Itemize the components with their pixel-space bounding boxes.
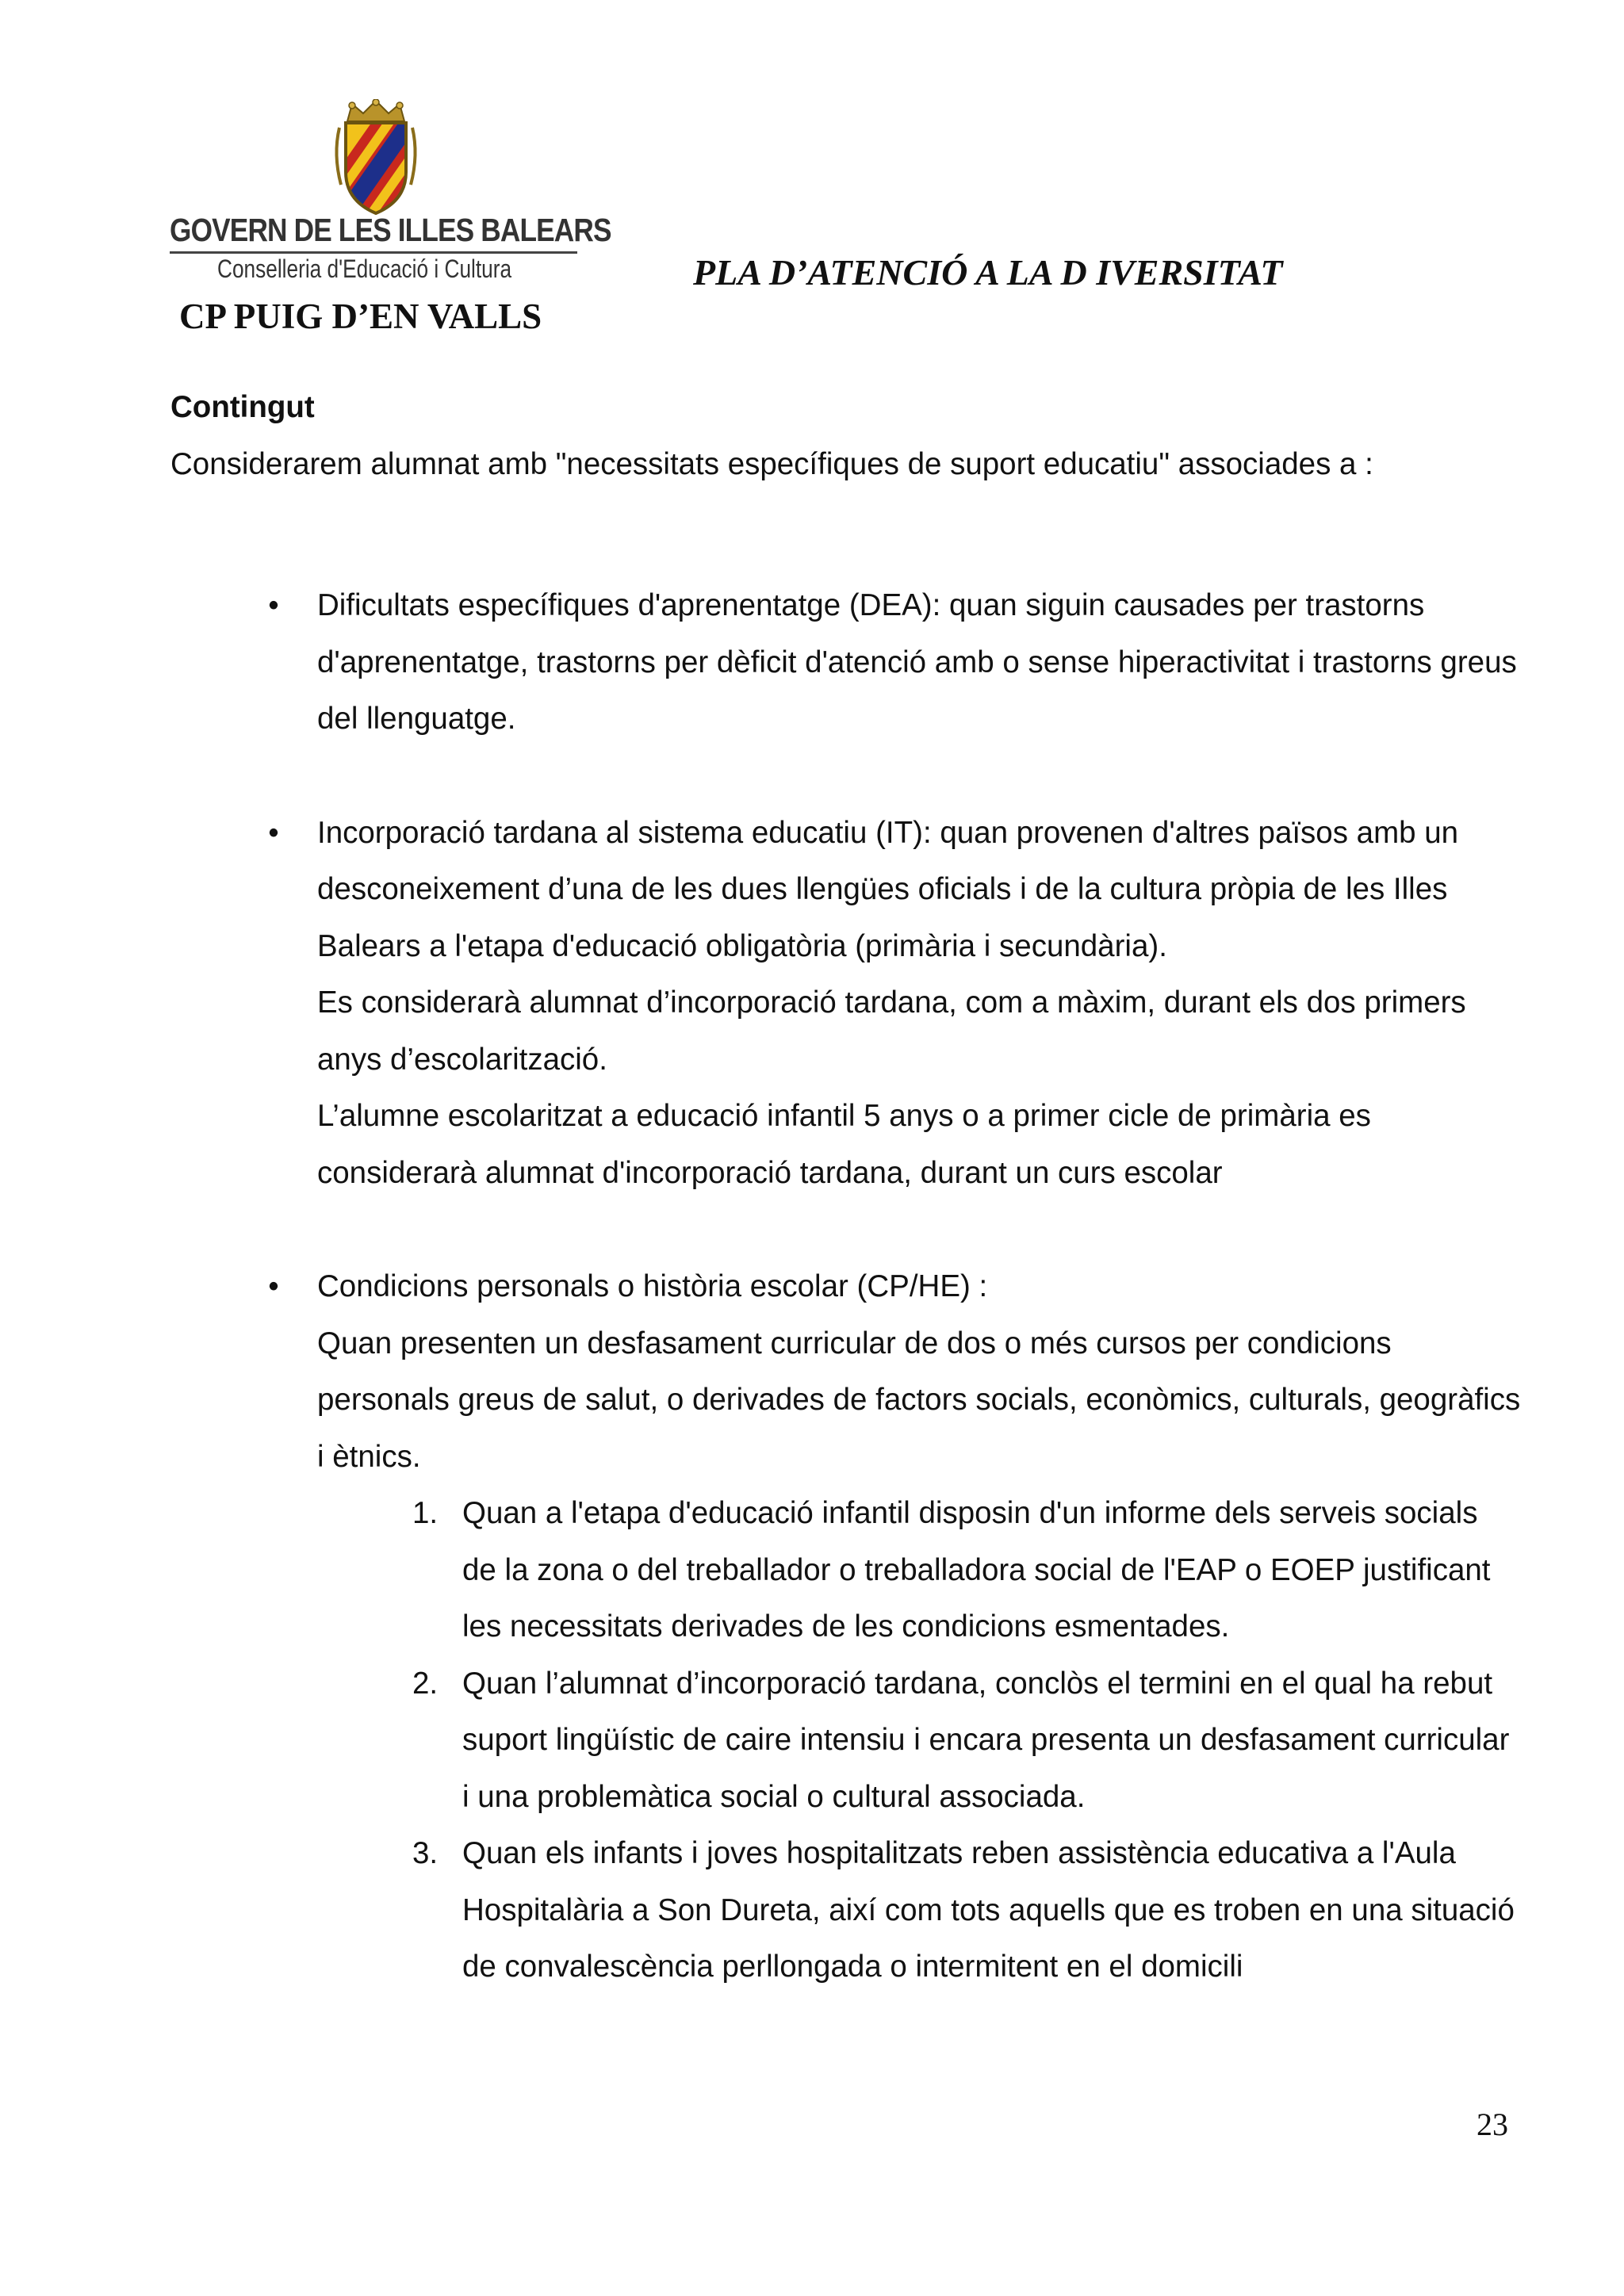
section-heading: Contingut [170, 390, 315, 424]
bullet-icon: • [268, 815, 279, 850]
page-number: 23 [1477, 2107, 1508, 2142]
bullet-item-dea [170, 577, 1530, 748]
list-item-text: Quan els infants i joves hospitalitzats reben assistència educativa a l'Aula Hospitalària a Son Dureta, així com tots aquells que es troben en una situació de convalescència perllongada o intermitent en el domicili [462, 1836, 1515, 1984]
org-name: GOVERN DE LES ILLES BALEARS [170, 212, 611, 248]
org-department: Conselleria d'Educació i Cultura [217, 254, 512, 283]
balearic-coat-of-arms-icon [328, 99, 423, 216]
list-item [317, 1655, 1517, 1826]
school-name: CP PUIG D’EN VALLS [179, 297, 542, 336]
header-logo-block [170, 99, 611, 345]
numbered-list [317, 1485, 1530, 1996]
bullet-text: Condicions personals o història escolar (CP/HE) : [317, 1269, 988, 1303]
list-marker: 1. [412, 1496, 439, 1530]
list-item-text: Quan a l'etapa d'educació infantil disposin d'un informe dels serveis socials de la zona o del treballador o treballadora social de l'EAP o EOEP justificant les necessitats derivades de les condicions esmentades. [462, 1496, 1491, 1644]
bullet-text: Dificultats específiques d'aprenentatge (DEA): quan siguin causades per trastorns d'aprenentatge, trastorns per dèficit d'atenció amb o sense hiperactivitat i trastorns greus del llenguatge. [317, 588, 1517, 736]
bullet-icon: • [268, 588, 279, 622]
bullet-item-cphe [170, 1258, 1530, 1996]
list-marker: 2. [412, 1666, 439, 1701]
bullet-item-it [170, 805, 1530, 1202]
bullet-text: Es considerarà alumnat d’incorporació tardana, com a màxim, durant els dos primers anys d’escolarització. [317, 985, 1466, 1077]
bullet-text: Quan presenten un desfasament curricular de dos o més cursos per condicions personals greus de salut, o derivades de factors socials, econòmics, culturals, geogràfics i ètnics. [317, 1326, 1521, 1474]
bullet-text: L’alumne escolaritzat a educació infantil 5 anys o a primer cicle de primària es considerarà alumnat d'incorporació tardana, durant un curs escolar [317, 1099, 1371, 1190]
intro-paragraph: Considerarem alumnat amb "necessitats específiques de suport educatiu" associades a : [170, 446, 1373, 481]
bullet-icon: • [268, 1269, 279, 1303]
list-item-text: Quan l’alumnat d’incorporació tardana, conclòs el termini en el qual ha rebut suport lingüístic de caire intensiu i encara presenta un desfasament curricular i una problemàtica social o cultural associada. [462, 1666, 1510, 1814]
bullet-text: Incorporació tardana al sistema educatiu (IT): quan provenen d'altres països amb un desconeixement d’una de les dues llengües oficials i de la cultura pròpia de les Illes Balears a l'etapa d'educació obligatòria (primària i secundària). [317, 815, 1459, 963]
document-body [170, 379, 1519, 1996]
list-marker: 3. [412, 1836, 439, 1870]
document-title: PLA D’ATENCIÓ A LA D IVERSITAT [693, 252, 1283, 293]
org-divider [170, 251, 577, 254]
list-item [317, 1825, 1517, 1996]
list-item [317, 1485, 1517, 1655]
